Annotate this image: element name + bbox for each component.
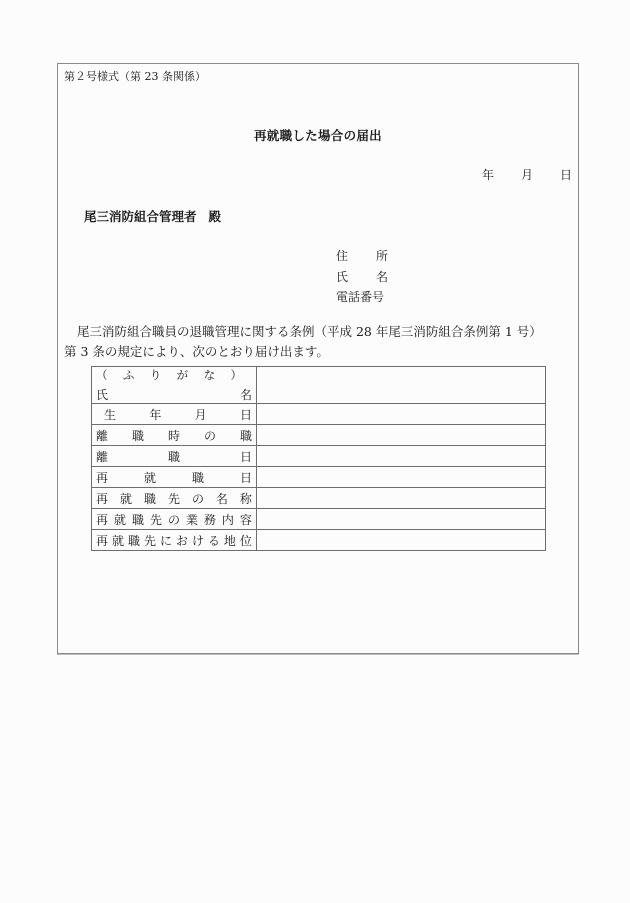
label-char: お <box>175 533 188 548</box>
label-char: 再 <box>96 512 109 527</box>
table-row-name <box>92 367 546 404</box>
label-char: 再 <box>96 491 109 506</box>
date-day: 日 <box>559 168 572 182</box>
table-row-employer-name <box>92 488 546 509</box>
label-char: 日 <box>239 449 252 464</box>
sender-block <box>336 246 388 308</box>
value-employer-business[interactable] <box>257 509 546 530</box>
label-char: 職 <box>131 512 144 527</box>
table-row-position-at-employer <box>92 530 546 551</box>
label-char: 職 <box>143 491 156 506</box>
label-char: 離 <box>96 428 109 443</box>
label-char: 年 <box>149 407 162 422</box>
form-number: 第２号様式（第 23 条関係） <box>64 70 206 83</box>
table-row-birthdate <box>92 404 546 425</box>
label-char: 所 <box>375 249 388 263</box>
label-char: 先 <box>143 533 156 548</box>
label-char: 名 <box>239 388 252 402</box>
label-char: 容 <box>239 512 252 527</box>
document-title: 再就職した場合の届出 <box>253 128 382 143</box>
label-char: の <box>167 512 180 527</box>
body-text <box>64 322 542 362</box>
value-retirement-date[interactable] <box>257 446 546 467</box>
addressee-honorific: 殿 <box>208 209 222 224</box>
label-char: り <box>149 368 162 382</box>
label-char: る <box>207 533 220 548</box>
label-employer-name <box>92 488 257 509</box>
label-char: 日 <box>239 407 252 422</box>
table-row-position-at-retirement <box>92 425 546 446</box>
label-char: 職 <box>239 428 252 443</box>
label-char: 氏 <box>336 269 349 284</box>
body-line-1: 尾三消防組合職員の退職管理に関する条例（平成 28 年尾三消防組合条例第 1 号） <box>77 324 542 339</box>
table-row-retirement-date <box>92 446 546 467</box>
label-char: 住 <box>336 249 349 263</box>
label-char: 先 <box>149 512 162 527</box>
date-line <box>482 166 572 183</box>
sender-address-label <box>336 246 388 267</box>
label-char: 時 <box>167 428 180 443</box>
label-char: 就 <box>111 533 124 548</box>
value-employer-name[interactable] <box>257 488 546 509</box>
date-month: 月 <box>520 168 533 182</box>
label-employer-business <box>92 509 257 530</box>
label-char: 再 <box>96 470 109 485</box>
label-retirement-date <box>92 446 257 467</box>
label-birthdate <box>92 404 257 425</box>
label-char: 氏 <box>96 388 109 402</box>
label-char: な <box>203 368 216 382</box>
label-char: 先 <box>167 491 180 506</box>
date-year: 年 <box>481 168 494 182</box>
label-char: 務 <box>203 512 216 527</box>
body-line-2: 第 3 条の規定により、次のとおり届け出ます。 <box>64 344 329 359</box>
label-char: 内 <box>221 512 234 527</box>
label-char: （ <box>96 368 108 382</box>
label-char: 生 <box>104 407 117 422</box>
sender-phone-label: 電話番号 <box>336 290 385 304</box>
label-reemployment-date <box>92 467 257 488</box>
addressee-name: 尾三消防組合管理者 <box>84 209 197 224</box>
label-char: ふ <box>122 368 135 382</box>
label-char: 業 <box>185 512 198 527</box>
label-char: の <box>203 428 216 443</box>
label-char: の <box>191 491 204 506</box>
label-char: 就 <box>119 491 132 506</box>
label-position-at-retirement <box>92 425 257 446</box>
table-row-employer-business <box>92 509 546 530</box>
addressee <box>84 207 221 225</box>
label-char: 再 <box>96 533 109 548</box>
label-char: 位 <box>239 533 252 548</box>
label-char: 就 <box>113 512 126 527</box>
label-char: に <box>159 533 172 548</box>
label-furigana-name <box>92 367 257 404</box>
notification-table <box>91 366 546 551</box>
value-birthdate[interactable] <box>257 404 546 425</box>
label-char: が <box>176 368 189 382</box>
label-char: 就 <box>143 470 156 485</box>
label-char: 職 <box>131 428 144 443</box>
label-char: 職 <box>127 533 140 548</box>
label-char: 名 <box>375 269 388 284</box>
value-name[interactable] <box>257 367 546 404</box>
label-char: ） <box>230 368 242 382</box>
sender-name-label <box>336 267 388 288</box>
label-char: 日 <box>239 470 252 485</box>
label-position-at-employer <box>92 530 257 551</box>
label-char: 称 <box>239 491 252 506</box>
label-char: 名 <box>215 491 228 506</box>
label-char: 離 <box>96 449 109 464</box>
label-char: 職 <box>191 470 204 485</box>
label-char: 職 <box>167 449 180 464</box>
value-reemployment-date[interactable] <box>257 467 546 488</box>
label-char: け <box>191 533 204 548</box>
value-position-at-retirement[interactable] <box>257 425 546 446</box>
form-frame <box>57 63 579 654</box>
label-char: 地 <box>223 533 236 548</box>
value-position-at-employer[interactable] <box>257 530 546 551</box>
label-char: 月 <box>194 407 207 422</box>
table-row-reemployment-date <box>92 467 546 488</box>
